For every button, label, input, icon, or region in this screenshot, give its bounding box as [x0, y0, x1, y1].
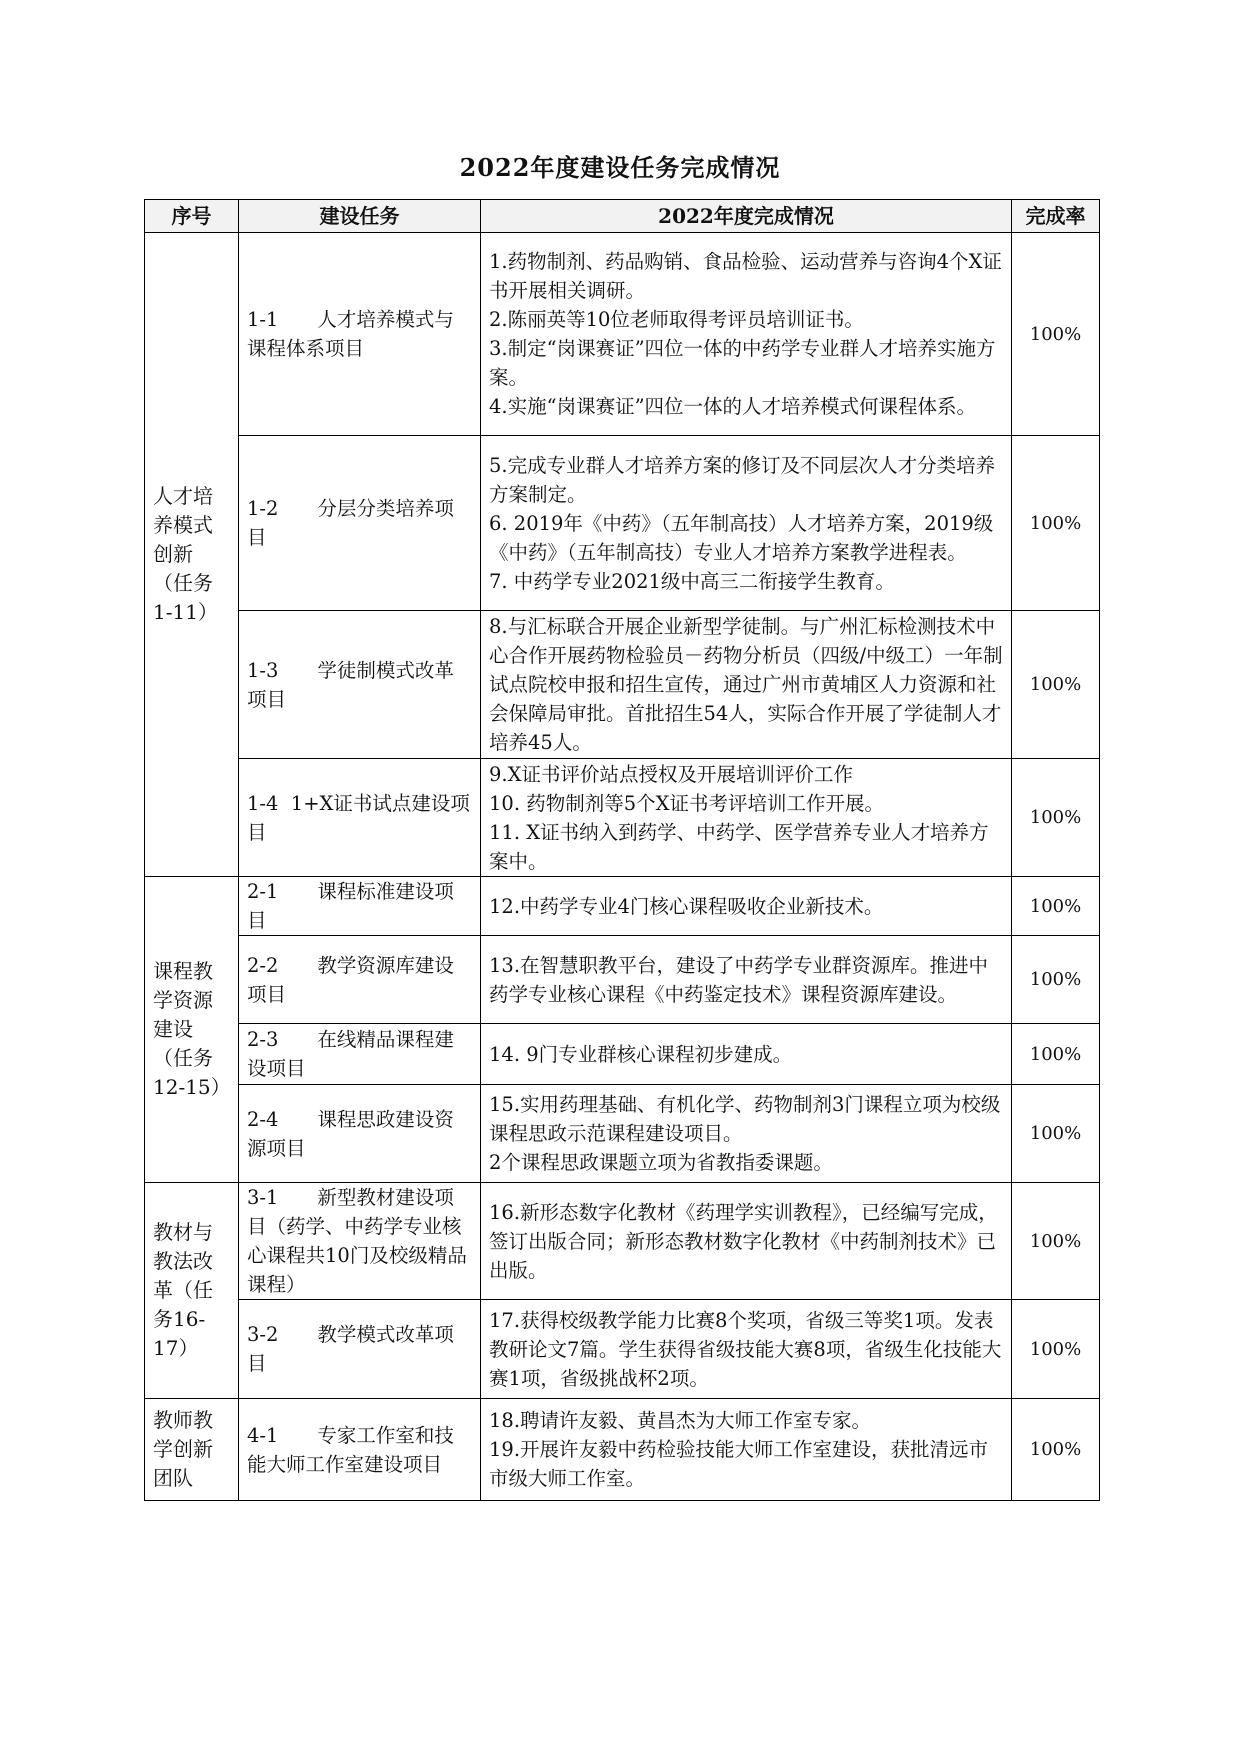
table-row — [145, 877, 1100, 936]
detail-cell: 12.中药学专业4门核心课程吸收企业新技术。 — [481, 877, 1012, 936]
task-cell: 1-1 人才培养模式与课程体系项目 — [239, 233, 481, 436]
rate-cell: 100% — [1012, 436, 1100, 611]
table-row — [145, 1024, 1100, 1085]
header-task: 建设任务 — [239, 200, 481, 233]
table-row — [145, 1085, 1100, 1183]
table-header-row — [145, 200, 1100, 233]
detail-cell: 18.聘请许友毅、黄昌杰为大师工作室专家。 19.开展许友毅中药检验技能大师工作室建设，获批清远市市级大师工作室。 — [481, 1399, 1012, 1501]
detail-cell: 17.获得校级教学能力比赛8个奖项，省级三等奖1项。发表教研论文7篇。学生获得省级技能大赛8项，省级生化技能大赛1项，省级挑战杯2项。 — [481, 1300, 1012, 1399]
rate-cell: 100% — [1012, 1085, 1100, 1183]
detail-cell: 5.完成专业群人才培养方案的修订及不同层次人才分类培养方案制定。 6. 2019年《中药》（五年制高技）人才培养方案，2019级《中药》（五年制高技）专业人才培养方案教学进程表。 7. 中药学专业2021级中高三二衔接学生教育。 — [481, 436, 1012, 611]
rate-cell: 100% — [1012, 233, 1100, 436]
task-cell: 2-2 教学资源库建设项目 — [239, 936, 481, 1024]
rate-cell: 100% — [1012, 877, 1100, 936]
task-cell: 3-1 新型教材建设项目（药学、中药学专业核心课程共10门及校级精品课程） — [239, 1183, 481, 1300]
rate-cell: 100% — [1012, 1399, 1100, 1501]
task-cell: 2-1 课程标准建设项目 — [239, 877, 481, 936]
table-row — [145, 611, 1100, 759]
table-row — [145, 936, 1100, 1024]
group-cell: 课程教学资源建设（任务12-15） — [145, 877, 239, 1183]
task-cell: 2-4 课程思政建设资源项目 — [239, 1085, 481, 1183]
task-cell: 2-3 在线精品课程建设项目 — [239, 1024, 481, 1085]
table-row — [145, 1300, 1100, 1399]
rate-cell: 100% — [1012, 1183, 1100, 1300]
task-cell: 1-4 1+X证书试点建设项目 — [239, 759, 481, 877]
detail-cell: 9.X证书评价站点授权及开展培训评价工作 10. 药物制剂等5个X证书考评培训工作开展。 11. X证书纳入到药学、中药学、医学营养专业人才培养方案中。 — [481, 759, 1012, 877]
rate-cell: 100% — [1012, 1024, 1100, 1085]
task-completion-table — [144, 199, 1100, 1501]
table-row — [145, 759, 1100, 877]
group-cell: 教师教学创新团队 — [145, 1399, 239, 1501]
header-index: 序号 — [145, 200, 239, 233]
rate-cell: 100% — [1012, 1300, 1100, 1399]
detail-cell: 8.与汇标联合开展企业新型学徒制。与广州汇标检测技术中心合作开展药物检验员－药物分析员（四级/中级工）一年制试点院校申报和招生宣传，通过广州市黄埔区人力资源和社会保障局审批。首批招生54人，实际合作开展了学徒制人才培养45人。 — [481, 611, 1012, 759]
table-row — [145, 436, 1100, 611]
task-cell: 1-3 学徒制模式改革项目 — [239, 611, 481, 759]
table-row — [145, 1183, 1100, 1300]
task-cell: 1-2 分层分类培养项目 — [239, 436, 481, 611]
detail-cell: 14. 9门专业群核心课程初步建成。 — [481, 1024, 1012, 1085]
table-row — [145, 233, 1100, 436]
rate-cell: 100% — [1012, 611, 1100, 759]
group-cell: 人才培养模式创新（任务1-11） — [145, 233, 239, 877]
detail-cell: 13.在智慧职教平台，建设了中药学专业群资源库。推进中药学专业核心课程《中药鉴定技术》课程资源库建设。 — [481, 936, 1012, 1024]
header-rate: 完成率 — [1012, 200, 1100, 233]
task-cell: 4-1 专家工作室和技能大师工作室建设项目 — [239, 1399, 481, 1501]
group-cell: 教材与教法改革（任务16-17） — [145, 1183, 239, 1399]
task-cell: 3-2 教学模式改革项目 — [239, 1300, 481, 1399]
rate-cell: 100% — [1012, 759, 1100, 877]
detail-cell: 15.实用药理基础、有机化学、药物制剂3门课程立项为校级课程思政示范课程建设项目。 2个课程思政课题立项为省教指委课题。 — [481, 1085, 1012, 1183]
table-row — [145, 1399, 1100, 1501]
detail-cell: 16.新形态数字化教材《药理学实训教程》，已经编写完成，签订出版合同；新形态教材数字化教材《中药制剂技术》已出版。 — [481, 1183, 1012, 1300]
rate-cell: 100% — [1012, 936, 1100, 1024]
document-title: 2022年度建设任务完成情况 — [459, 153, 781, 182]
header-status: 2022年度完成情况 — [481, 200, 1012, 233]
detail-cell: 1.药物制剂、药品购销、食品检验、运动营养与咨询4个X证书开展相关调研。 2.陈丽英等10位老师取得考评员培训证书。 3.制定“岗课赛证”四位一体的中药学专业群人才培养实施方案。 4.实施“岗课赛证”四位一体的人才培养模式何课程体系。 — [481, 233, 1012, 436]
